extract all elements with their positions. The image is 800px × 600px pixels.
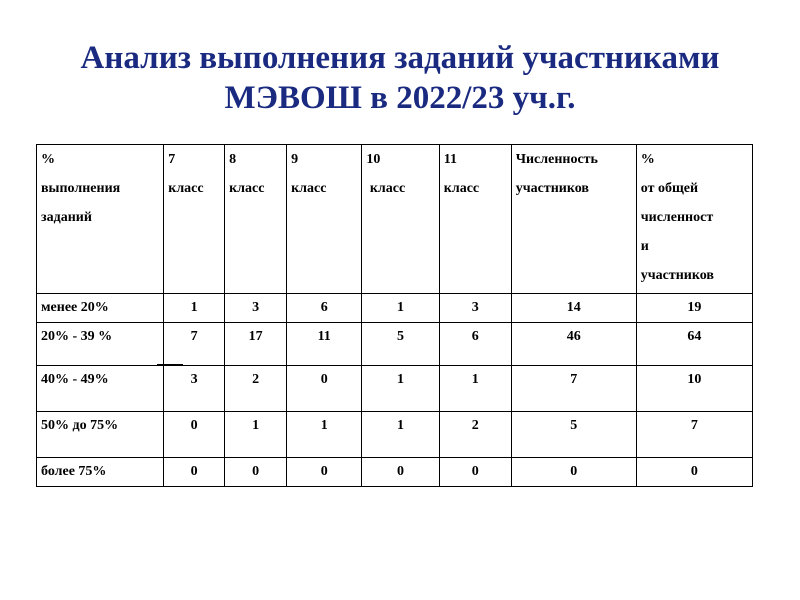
header-text: класс (229, 181, 265, 196)
table-cell: 11 (287, 323, 362, 366)
table-cell: 0 (636, 458, 752, 487)
header-cell (164, 145, 225, 294)
table-cell: 19 (636, 294, 752, 323)
table-cell: 1 (439, 366, 511, 412)
table-body (37, 145, 753, 487)
results-table (36, 144, 753, 487)
row-label: более 75% (37, 458, 164, 487)
header-text: от общей (640, 181, 699, 196)
table-cell: 0 (362, 458, 439, 487)
header-text: 11 (443, 152, 458, 167)
table-cell: 0 (287, 366, 362, 412)
header-text: 8 (229, 152, 237, 167)
table-cell: 1 (362, 366, 439, 412)
table-cell: 3 (164, 366, 225, 412)
table-cell: 6 (439, 323, 511, 366)
table-cell: 2 (439, 412, 511, 458)
table-cell: 0 (511, 458, 636, 487)
table-cell: 0 (164, 458, 225, 487)
table-row (37, 294, 753, 323)
header-cell (636, 145, 752, 294)
table-cell: 1 (164, 294, 225, 323)
header-text: 10 (366, 152, 381, 167)
table-cell: 1 (225, 412, 287, 458)
header-text: 7 (168, 152, 176, 167)
table-cell: 2 (225, 366, 287, 412)
table-cell: 5 (362, 323, 439, 366)
header-text: класс (443, 181, 480, 196)
title-line-1: Анализ выполнения заданий участниками (80, 40, 720, 76)
table-cell: 14 (511, 294, 636, 323)
header-cell (362, 145, 439, 294)
table-row (37, 458, 753, 487)
table-cell: 7 (511, 366, 636, 412)
table-cell: 46 (511, 323, 636, 366)
divider-line (157, 364, 183, 365)
title-line-2: МЭВОШ в 2022/23 уч.г. (224, 80, 576, 116)
header-text: заданий (41, 210, 92, 225)
header-cell (439, 145, 511, 294)
row-label: 20% - 39 % (37, 323, 164, 366)
header-row (37, 145, 753, 294)
table-cell: 17 (225, 323, 287, 366)
table-cell: 0 (164, 412, 225, 458)
table-cell: 3 (225, 294, 287, 323)
table-cell: 1 (362, 412, 439, 458)
header-text: выполнения (41, 181, 121, 196)
row-label: 40% - 49% (37, 366, 164, 412)
header-cell (287, 145, 362, 294)
header-text: класс (366, 181, 406, 196)
header-cell (511, 145, 636, 294)
row-label: менее 20% (37, 294, 164, 323)
header-text: Численность (515, 152, 598, 167)
table-cell: 0 (287, 458, 362, 487)
table-row (37, 412, 753, 458)
header-text: участников (640, 268, 714, 283)
header-text: % (640, 152, 655, 167)
table-cell: 7 (164, 323, 225, 366)
header-text: и (640, 239, 649, 254)
table-cell: 0 (225, 458, 287, 487)
header-text: численност (640, 210, 714, 225)
header-text: участников (515, 181, 589, 196)
table-cell: 64 (636, 323, 752, 366)
slide-title (0, 38, 800, 118)
header-text: 9 (291, 152, 299, 167)
table-cell: 1 (287, 412, 362, 458)
table-cell: 5 (511, 412, 636, 458)
header-cell (37, 145, 164, 294)
table-cell: 0 (439, 458, 511, 487)
header-text: класс (168, 181, 204, 196)
table-cell: 10 (636, 366, 752, 412)
table-cell: 7 (636, 412, 752, 458)
table-cell: 6 (287, 294, 362, 323)
table-cell: 1 (362, 294, 439, 323)
row-label: 50% до 75% (37, 412, 164, 458)
header-text: класс (291, 181, 327, 196)
table-cell: 3 (439, 294, 511, 323)
table-row (37, 323, 753, 366)
table-row (37, 366, 753, 412)
header-cell (225, 145, 287, 294)
header-text: % (41, 152, 55, 167)
